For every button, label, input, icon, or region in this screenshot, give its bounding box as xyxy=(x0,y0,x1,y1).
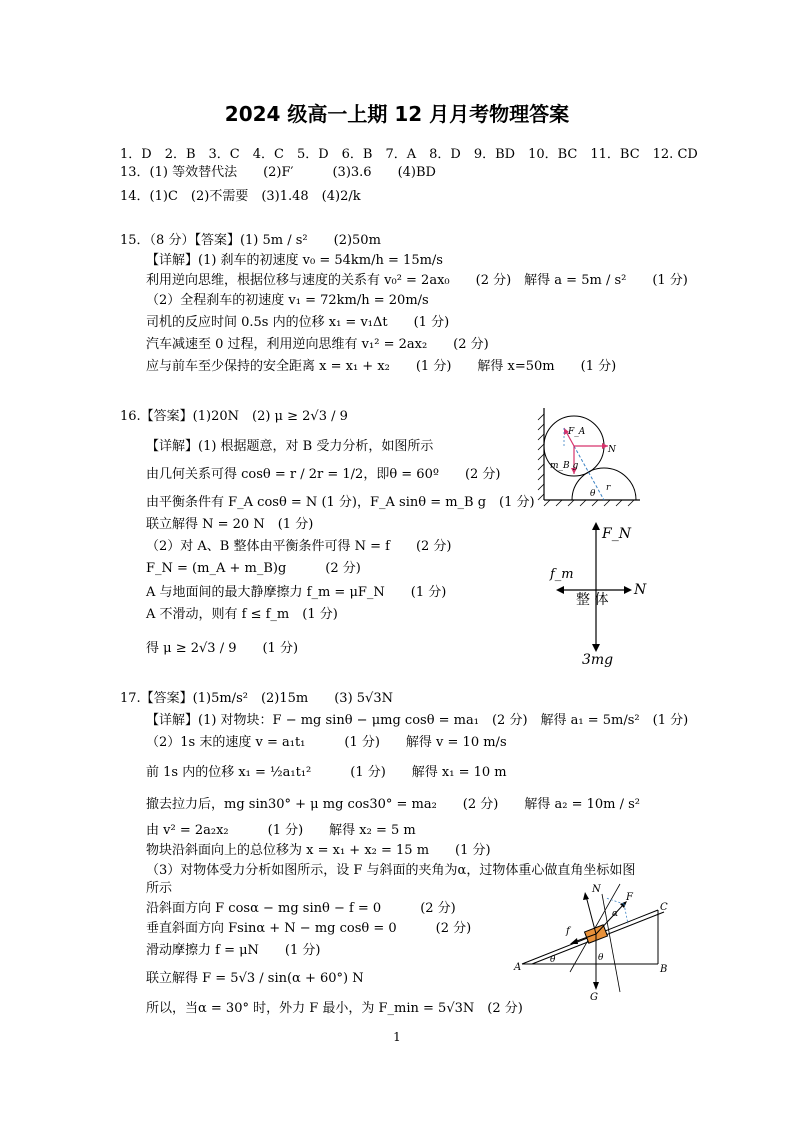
answer-line-17-m: 所以，当α = 30° 时，外力 F 最小，为 F_min = 5√3N (2 分) xyxy=(146,1001,523,1016)
answer-line-16-d: 联立解得 N = 20 N (1 分) xyxy=(146,517,314,532)
answer-line-17-k: 滑动摩擦力 f = μN (1 分) xyxy=(146,943,321,958)
c-label: C xyxy=(660,902,668,913)
answer-line-17-b: （2）1s 末的速度 v = a₁t₁ (1 分) 解得 v = 10 m/s xyxy=(146,735,507,750)
answer-line-17-i: 沿斜面方向 F cosα − mg sinθ − f = 0 (2 分) xyxy=(146,901,456,916)
page-number: 1 xyxy=(393,1030,401,1044)
answer-line-16-b: 由几何关系可得 cosθ = r / 2r = 1/2，即θ = 60º (2 分) xyxy=(146,467,501,482)
answer-line-15-b: 利用逆向思维，根据位移与速度的关系有 v₀² = 2ax₀ (2 分) 解得 a = 5m / s² (1 分) xyxy=(146,273,688,288)
sphere-force-diagram xyxy=(536,404,646,510)
answer-line-17-h: 所示 xyxy=(146,881,173,896)
fa-label: F_A xyxy=(568,427,586,437)
b-label: B xyxy=(660,964,668,975)
answer-line-16-i: 得 μ ≥ 2√3 / 9 (1 分) xyxy=(146,641,299,656)
answer-line-17-j: 垂直斜面方向 Fsinα + N − mg cosθ = 0 (2 分) xyxy=(146,921,472,936)
system-label: 整 体 xyxy=(576,592,609,608)
answer-line-17-d: 撤去拉力后，mg sin30° + μ mg cos30° = ma₂ (2 分) 解得 a₂ = 10m / s² xyxy=(146,797,641,812)
answer-line-16-c: 由平衡条件有 F_A cosθ = N (1 分)，F_A sinθ = m_B g (1 分) xyxy=(146,495,535,510)
a-label: A xyxy=(514,962,522,973)
r-label: r xyxy=(606,483,611,493)
answer-line-17-a: 【详解】(1) 对物块：F − mg sinθ − μmg cosθ = ma₁ (2 分) 解得 a₁ = 5m/s² (1 分) xyxy=(146,713,689,728)
answer-line-15-c: （2）全程刹车的初速度 v₁ = 72km/h = 20m/s xyxy=(146,293,429,308)
answer-line-17-head: 17.【答案】(1)5m/s² (2)15m (3) 5√3N xyxy=(120,691,393,706)
mbg-label: m_B g xyxy=(550,461,579,471)
answer-line-15-e: 汽车减速至 0 过程，利用逆向思维有 v₁² = 2ax₂ (2 分) xyxy=(146,337,489,352)
answer-line-16-a: 【详解】(1) 根据题意，对 B 受力分析，如图所示 xyxy=(146,439,434,454)
answer-line-17-e: 由 v² = 2a₂x₂ (1 分) 解得 x₂ = 5 m xyxy=(146,823,416,838)
answer-line-16-g: A 与地面间的最大静摩擦力 f_m = μF_N (1 分) xyxy=(146,585,447,600)
answer-line-16-head: 16.【答案】(1)20N (2) μ ≥ 2√3 / 9 xyxy=(120,409,348,424)
answer-line-14: 14．(1)C (2)不需要 (3)1.48 (4)2/k xyxy=(120,189,361,204)
system-force-diagram xyxy=(544,518,656,668)
f-small-label: f xyxy=(566,926,570,937)
answer-line-15-f: 应与前车至少保持的安全距离 x = x₁ + x₂ (1 分) 解得 x=50m (1 分) xyxy=(146,359,617,374)
f-cap-label: F xyxy=(626,892,633,903)
answer-line-16-f: F_N = (m_A + m_B)g (2 分) xyxy=(146,561,361,576)
n-label-2: N xyxy=(634,582,647,598)
answer-line-17-g: （3）对物体受力分析如图所示，设 F 与斜面的夹角为α，过物体重心做直角坐标如图 xyxy=(146,863,636,878)
answer-line-choice: 1．D 2．B 3．C 4．C 5．D 6．B 7．A 8．D 9．BD 10．BC 11．BC 12. CD xyxy=(120,147,698,162)
incline-force-diagram xyxy=(510,880,690,1004)
answer-line-15-d: 司机的反应时间 0.5s 内的位移 x₁ = v₁Δt (1 分) xyxy=(146,315,450,330)
answer-line-16-e: （2）对 A、B 整体由平衡条件可得 N = f (2 分) xyxy=(146,539,452,554)
theta1-label: θ xyxy=(550,955,556,965)
answer-line-17-l: 联立解得 F = 5√3 / sin(α + 60°) N xyxy=(146,971,364,986)
fn-label: F_N xyxy=(602,526,631,542)
n-label: N xyxy=(608,445,616,455)
g-label: G xyxy=(590,992,598,1003)
answer-line-16-h: A 不滑动，则有 f ≤ f_m (1 分) xyxy=(146,607,338,622)
weight-label: 3mg xyxy=(582,652,614,668)
answer-line-13: 13．(1) 等效替代法 (2)F′ (3)3.6 (4)BD xyxy=(120,165,436,180)
theta-label: θ xyxy=(590,489,596,499)
answer-line-15-a: 【详解】(1) 刹车的初速度 v₀ = 54km/h = 15m/s xyxy=(146,253,443,268)
theta2-label: θ xyxy=(598,953,604,963)
answer-line-15-head: 15．（8 分）【答案】(1) 5m / s² (2)50m xyxy=(120,233,381,248)
answer-line-17-f: 物块沿斜面向上的总位移为 x = x₁ + x₂ = 15 m (1 分) xyxy=(146,843,491,858)
fm-label: f_m xyxy=(550,567,574,582)
page-title: 2024 级高一上期 12 月月考物理答案 xyxy=(224,102,570,126)
answer-line-17-c: 前 1s 内的位移 x₁ = ½a₁t₁² (1 分) 解得 x₁ = 10 m xyxy=(146,765,507,780)
alpha-label: α xyxy=(612,909,619,919)
n-label-3: N xyxy=(592,884,601,895)
